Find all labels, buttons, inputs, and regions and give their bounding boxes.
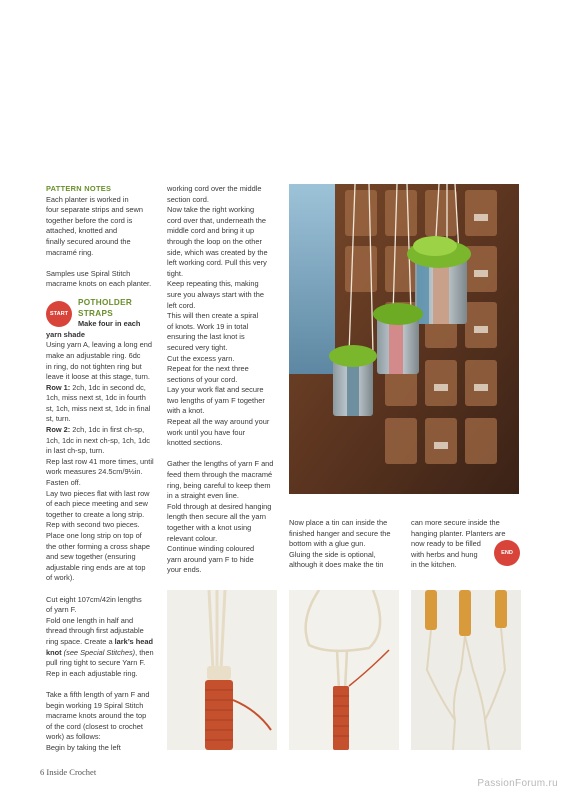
instruction-line: st, 1ch, miss next st, 1dc in final xyxy=(46,403,151,413)
watermark: PassionForum.ru xyxy=(477,778,558,789)
hanging-planters-illustration xyxy=(289,184,519,494)
instruction-line: now ready to be filled xyxy=(411,539,481,549)
instruction-line: Cut eight 107cm/42in lengths xyxy=(46,594,142,604)
instruction-line: make an adjustable ring. 6dc xyxy=(46,350,141,360)
instruction-line: length then secure all the yarn xyxy=(167,512,267,522)
row1-line xyxy=(46,383,164,394)
instruction-line: Fold through at desired hanging xyxy=(167,501,272,511)
samples-line: Samples use Spiral Stitch xyxy=(46,268,131,278)
instruction-line: together with a knot using xyxy=(167,523,252,532)
instruction-line: of each piece meeting and sew xyxy=(46,499,148,509)
instruction-line: of yarn F. xyxy=(46,605,77,615)
instruction-line: st, turn. xyxy=(46,414,71,424)
instruction-line: Cut the excess yarn. xyxy=(167,353,235,363)
lark-knot-bold: knot xyxy=(46,647,62,657)
instruction-line: secured very tight. xyxy=(167,342,228,352)
knot-photo-2 xyxy=(289,590,399,750)
instruction-line: Rep with second two pieces. xyxy=(46,520,140,530)
instruction-line: Repeat all the way around your xyxy=(167,417,270,427)
instruction-line: the other forming a cross shape xyxy=(46,541,150,551)
instruction-line: sure you always start with the xyxy=(167,289,264,299)
column-2 xyxy=(167,184,285,576)
row1-text: 2ch, 1dc in second dc, xyxy=(70,382,146,392)
instruction-line: side, which was created by the xyxy=(167,247,268,257)
instruction-line: Take a fifth length of yarn F and xyxy=(46,689,150,699)
instruction-line: and sew together (ensuring xyxy=(46,552,136,562)
instruction-line: work) as follows: xyxy=(46,732,101,742)
instruction-line: in last ch-sp, turn. xyxy=(46,446,105,456)
notes-line: finally secured around the xyxy=(46,236,131,246)
instruction-line: pull ring tight to secure Yarn F. xyxy=(46,658,146,668)
instruction-line: Gluing the side is optional, xyxy=(289,549,376,559)
instruction-line: section cord. xyxy=(167,194,209,204)
instruction-line: Now place a tin can inside the xyxy=(289,518,388,527)
instruction-line: adjustable ring ends are at top xyxy=(46,562,146,572)
make-four-line: Make four in each xyxy=(78,319,141,329)
instruction-line: relevant colour. xyxy=(167,533,218,543)
instruction-line: 1ch, 1dc in next ch-sp, 1ch, 1dc xyxy=(46,435,150,445)
row1-label: Row 1: xyxy=(46,382,71,392)
instruction-line: Now take the right working xyxy=(167,205,255,215)
notes-line: macramé ring. xyxy=(46,247,94,257)
pattern-notes-heading: PATTERN NOTES xyxy=(46,184,112,193)
row2-text: 2ch, 1dc in first ch-sp, xyxy=(70,425,145,435)
instruction-line: left cord. xyxy=(167,300,196,310)
instruction-line: middle cord and bring it up xyxy=(167,226,255,236)
page-footer xyxy=(40,767,96,777)
instruction-line: through the loop on the other xyxy=(167,236,262,246)
instruction-line: Place one long strip on top of xyxy=(46,531,142,540)
instruction-line: left working cord. Pull this very xyxy=(167,258,267,268)
potholder-heading-line2: STRAPS xyxy=(78,308,114,318)
instruction-line: with herbs and hung xyxy=(411,549,478,559)
lark-after: , then xyxy=(135,647,154,657)
instruction-line: 1ch, miss next st, 1dc in fourth xyxy=(46,393,146,403)
hanging-planters-photo xyxy=(289,184,519,494)
lark-text: ring space. Create a xyxy=(46,636,113,646)
instruction-line: working cord over the middle xyxy=(167,184,262,193)
notes-line: together before the cord is xyxy=(46,215,133,225)
instruction-line: hanging planter. Planters are xyxy=(411,528,506,538)
instruction-line: of work). xyxy=(46,573,75,583)
instruction-line: ring, being careful to keep them xyxy=(167,480,271,490)
instruction-line: Fold one length in half and xyxy=(46,615,134,625)
instruction-line: work measures 24.5cm/9½in. xyxy=(46,467,143,477)
instruction-line: can more secure inside the xyxy=(411,518,500,527)
row2-line xyxy=(46,425,164,436)
spiral-knots-illustration xyxy=(411,590,521,750)
magazine-name: Inside Crochet xyxy=(46,767,97,777)
lark-bold: lark’s head xyxy=(112,636,153,646)
instruction-line: macrame knots around the top xyxy=(46,711,147,721)
instruction-line: knotted sections. xyxy=(167,438,223,448)
instruction-line: in a straight even line. xyxy=(167,491,239,501)
instruction-line: Lay your work flat and secure xyxy=(167,385,264,395)
instruction-line: finished hanger and secure the xyxy=(289,528,391,538)
instruction-line: Lay two pieces flat with last row xyxy=(46,488,150,498)
column-3 xyxy=(289,518,407,571)
instruction-line: two lengths of yarn F together xyxy=(167,395,265,405)
cord-loop-illustration xyxy=(289,590,399,750)
instruction-line: thread through first adjustable xyxy=(46,626,144,636)
strap-knot-illustration xyxy=(167,590,277,750)
instruction-line: ensuring the last knot is xyxy=(167,332,245,342)
instruction-line: Rep in each adjustable ring. xyxy=(46,668,138,678)
instruction-line: work until you have four xyxy=(167,427,246,437)
knot-photo-1 xyxy=(167,590,277,750)
instruction-line: Continue winding coloured xyxy=(167,544,255,554)
instruction-line: leave it loose at this stage, turn. xyxy=(46,372,150,382)
start-badge: START xyxy=(46,301,72,327)
instruction-line: sections of your cord. xyxy=(167,374,238,384)
column-1 xyxy=(46,184,164,753)
instruction-line: of the cord (closest to crochet xyxy=(46,721,143,731)
end-badge: END xyxy=(494,540,520,566)
instruction-line: Using yarn A, leaving a long end xyxy=(46,340,153,350)
make-four-line: yarn shade xyxy=(46,329,86,339)
instruction-line: feed them through the macramé xyxy=(167,470,273,480)
knot-photo-3 xyxy=(411,590,521,750)
instruction-line: cord over that, underneath the xyxy=(167,215,267,225)
instruction-line: Gather the lengths of yarn F and xyxy=(167,459,274,469)
notes-line: attached, knotted and xyxy=(46,226,118,236)
instruction-line: bottom with a glue gun. xyxy=(289,539,366,549)
row2-label: Row 2: xyxy=(46,425,71,435)
instruction-line: although it does make the tin xyxy=(289,560,384,570)
instruction-line: in the kitchen. xyxy=(411,560,457,570)
notes-line: four separate strips and sewn xyxy=(46,205,143,215)
lark-line xyxy=(46,637,164,648)
instruction-line: in ring, do not tighten ring but xyxy=(46,361,142,371)
samples-line: macrame knots on each planter. xyxy=(46,279,152,289)
instruction-line: Rep last row 41 more times, until xyxy=(46,456,154,466)
instruction-line: This will then create a spiral xyxy=(167,311,259,321)
instruction-line: your ends. xyxy=(167,565,202,575)
instruction-line: Keep repeating this, making xyxy=(167,279,259,289)
instruction-line: Fasten off. xyxy=(46,478,81,488)
special-stitches-ref: (see Special Stitches) xyxy=(61,647,136,657)
page-number: 6 xyxy=(40,767,45,777)
notes-line: Each planter is worked in xyxy=(46,194,129,204)
instruction-line: with a knot. xyxy=(167,406,205,416)
instruction-line: tight. xyxy=(167,268,184,278)
instruction-line: Begin by taking the left xyxy=(46,742,121,752)
instruction-line: Repeat for the next three xyxy=(167,364,249,374)
instruction-line: of knots. Work 19 in total xyxy=(167,321,249,331)
instruction-line: together to create a long strip. xyxy=(46,509,145,519)
instruction-line: begin working 19 Spiral Stitch xyxy=(46,700,144,710)
instruction-line: yarn around yarn F to hide xyxy=(167,554,254,564)
lark-line-2 xyxy=(46,648,164,659)
potholder-heading: POTHOLDER xyxy=(78,297,133,307)
